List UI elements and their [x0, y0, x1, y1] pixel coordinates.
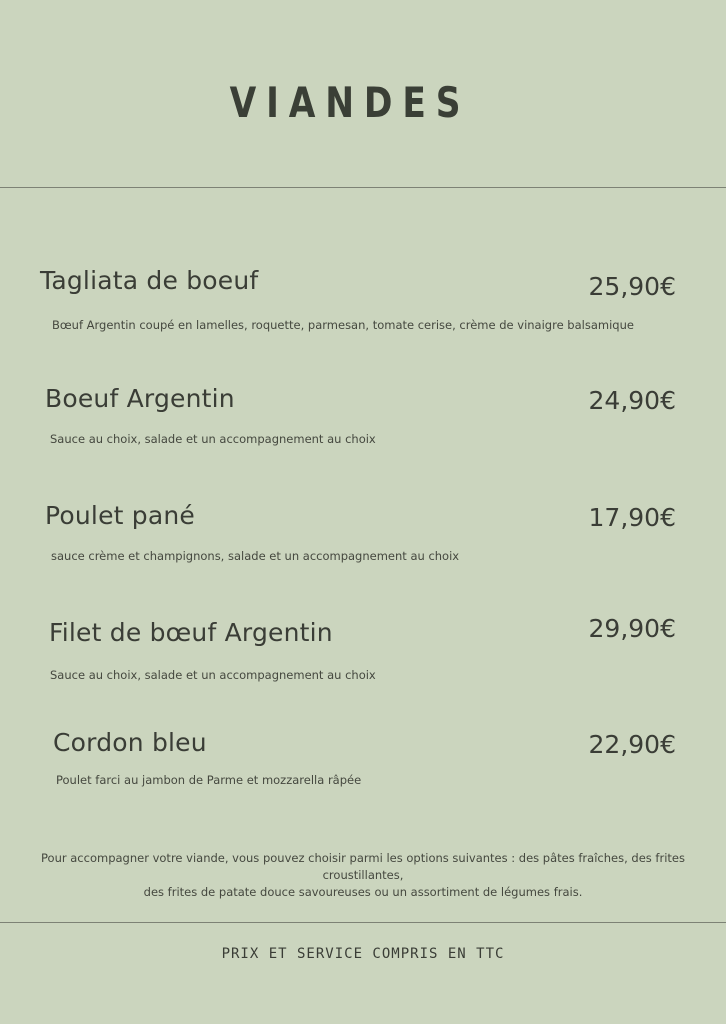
menu-item-description: Sauce au choix, salade et un accompagnement au choix: [50, 668, 376, 682]
menu-item-price: 29,90€: [588, 614, 676, 643]
menu-item-name: Filet de bœuf Argentin: [49, 618, 333, 647]
side-options-note-line2: des frites de patate douce savoureuses ou un assortiment de légumes frais.: [143, 885, 583, 899]
header-divider: [0, 187, 726, 188]
menu-item-name: Poulet pané: [45, 501, 196, 530]
side-options-note-line1: Pour accompagner votre viande, vous pouvez choisir parmi les options suivantes : des pâtes fraîches, des frites croustillantes,: [41, 851, 685, 882]
menu-item-price: 25,90€: [588, 272, 676, 301]
menu-item-name: Tagliata de boeuf: [40, 266, 259, 295]
menu-item-description: Sauce au choix, salade et un accompagnement au choix: [50, 432, 376, 446]
menu-item-price: 24,90€: [588, 386, 676, 415]
footer-divider: [0, 922, 726, 923]
menu-item-description: Poulet farci au jambon de Parme et mozzarella râpée: [56, 773, 362, 787]
menu-item-name: Cordon bleu: [53, 728, 207, 757]
menu-item-name: Boeuf Argentin: [45, 384, 235, 413]
menu-item-description: Bœuf Argentin coupé en lamelles, roquette, parmesan, tomate cerise, crème de vinaigre balsamique: [52, 318, 634, 332]
side-options-note: [0, 850, 726, 901]
menu-item-price: 17,90€: [588, 503, 676, 532]
footer-text: PRIX ET SERVICE COMPRIS EN TTC: [221, 946, 505, 962]
page-title: VIANDES: [229, 78, 471, 127]
menu-item-price: 22,90€: [588, 730, 676, 759]
menu-item-description: sauce crème et champignons, salade et un accompagnement au choix: [51, 549, 460, 563]
